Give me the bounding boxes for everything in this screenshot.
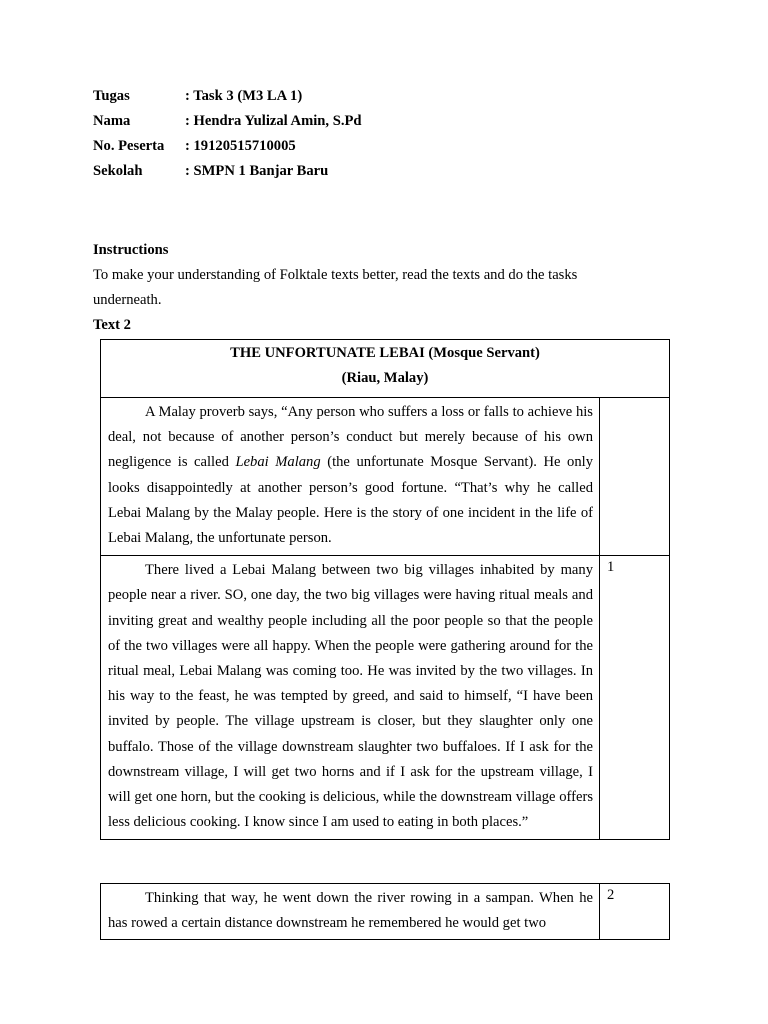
paragraph-number: 2 xyxy=(600,884,670,940)
story-title: THE UNFORTUNATE LEBAI (Mosque Servant) xyxy=(230,345,540,361)
paragraph-number: 1 xyxy=(600,556,670,840)
story-table-continued xyxy=(100,883,670,940)
story-title-row xyxy=(101,340,670,398)
header-value: : Hendra Yulizal Amin, S.Pd xyxy=(185,113,362,129)
header-row-sekolah xyxy=(93,161,362,186)
header-value: : Task 3 (M3 LA 1) xyxy=(185,88,303,104)
intro-text-italic: Lebai Malang xyxy=(235,454,321,471)
intro-text-before: A Malay proverb says, “Any person who suffers a loss or falls to achieve his deal, not because of another person’s conduct but merely because of his own negligence is called xyxy=(108,404,593,471)
story-title-cell xyxy=(101,340,670,398)
header-label: Sekolah xyxy=(93,163,143,179)
header-label: No. Peserta xyxy=(93,138,165,154)
header-row-tugas xyxy=(93,86,362,111)
story-intro-row xyxy=(101,398,670,556)
instructions-body: To make your understanding of Folktale texts better, read the texts and do the tasks underneath. xyxy=(93,267,578,308)
header-value: : 19120515710005 xyxy=(185,138,296,154)
story-paragraph-row-1 xyxy=(101,556,670,840)
header-label: Nama xyxy=(93,113,131,129)
intro-text-after: (the unfortunate Mosque Servant). He only looks disappointedly at another person’s good fortune. “That’s why he called Lebai Malang by the Malay people. Here is the story of one incident in the life of Lebai Malang, the unfortunate person. xyxy=(108,454,594,547)
story-paragraph-cell xyxy=(101,884,600,940)
story-intro-paragraph xyxy=(101,398,600,556)
story-paragraph: Thinking that way, he went down the river rowing in a sampan. When he has rowed a certain distance downstream he remembered he would get two xyxy=(108,890,593,932)
header-row-nama xyxy=(93,111,362,136)
text-label: Text 2 xyxy=(93,317,131,333)
header-row-no-peserta xyxy=(93,136,362,161)
header-value: : SMPN 1 Banjar Baru xyxy=(185,163,329,179)
header-info xyxy=(93,86,362,186)
instructions-section xyxy=(93,238,638,338)
story-paragraph-row-2 xyxy=(101,884,670,940)
header-label: Tugas xyxy=(93,88,130,104)
paragraph-number-cell xyxy=(600,398,670,556)
instructions-title: Instructions xyxy=(93,242,169,258)
story-table xyxy=(100,339,670,840)
story-paragraph: There lived a Lebai Malang between two big villages inhabited by many people near a river. SO, one day, the two big villages were having ritual meals and inviting great and wealthy people including all the poor people so that the people of the two villages were all happy. When the people were gathering around for the ritual meal, Lebai Malang was coming too. He was invited by the two villages. In his way to the feast, he was tempted by greed, and said to himself, “I have been invited by people. The village upstream is closer, but they slaughter only one buffalo. Those of the village downstream slaughter two buffaloes. If I ask for the downstream village, I will get two horns and if I ask for the upstream village, I will get one horn, but the cooking is delicious, while the downstream village offers less delicious cooking. I know since I am used to eating in both places.” xyxy=(101,556,600,840)
story-subtitle: (Riau, Malay) xyxy=(341,370,429,386)
